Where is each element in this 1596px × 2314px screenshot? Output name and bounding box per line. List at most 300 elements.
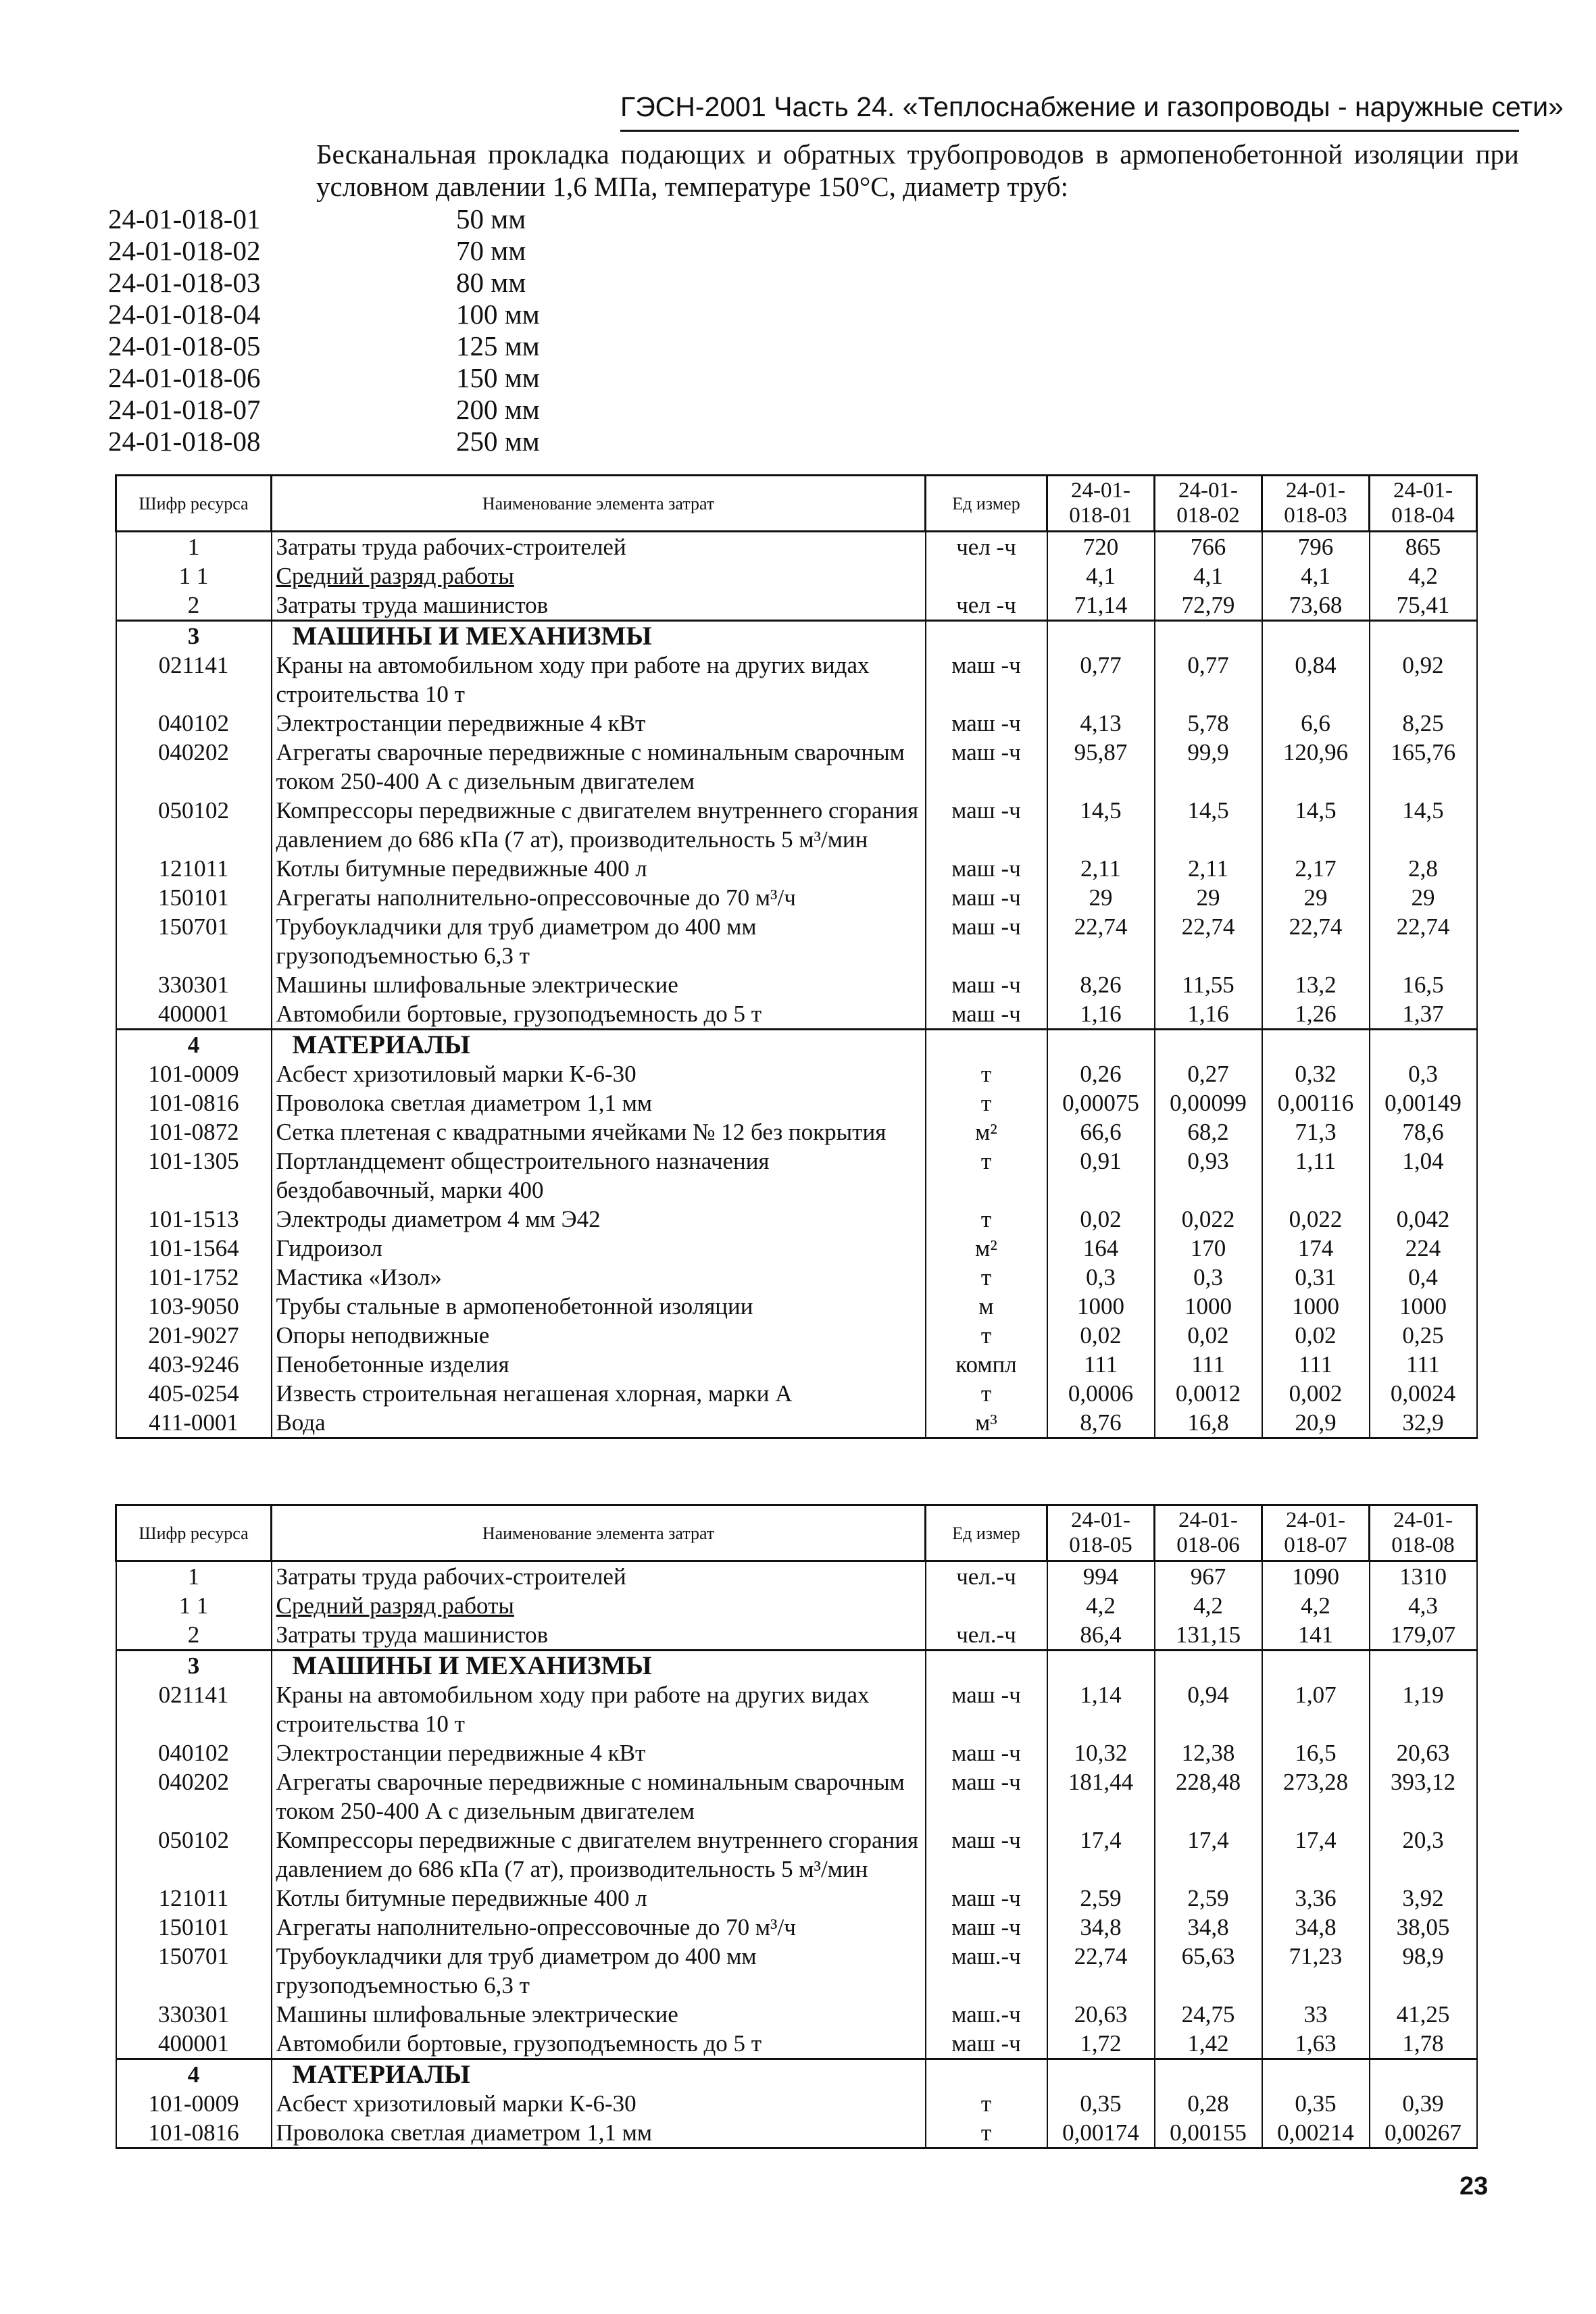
unit-of-measure: маш -ч: [926, 1884, 1047, 1913]
norm-value: 796: [1262, 532, 1370, 562]
running-header: ГЭСН-2001 Часть 24. «Теплоснабжение и газопроводы - наружные сети»: [620, 91, 1564, 122]
norm-value: 111: [1047, 1350, 1155, 1379]
norm-value: 71,14: [1047, 590, 1155, 621]
resource-code: 040202: [116, 1767, 272, 1826]
norm-value: 17,4: [1047, 1826, 1155, 1884]
header-norm-column: 24-01-018-06: [1155, 1505, 1262, 1561]
cost-element-name: Компрессоры передвижные с двигателем внутреннего сгорания давлением до 686 кПа (7 ат), производительность 5 м³/мин: [272, 796, 926, 854]
norm-code: 24-01-018-05: [108, 330, 261, 361]
table-row: [116, 532, 1477, 562]
unit-of-measure: маш.-ч: [926, 2000, 1047, 2029]
norm-value: 224: [1370, 1234, 1477, 1263]
cost-element-name: Мастика «Изол»: [272, 1263, 926, 1292]
unit-of-measure: [926, 1651, 1047, 1681]
norm-value: 72,79: [1155, 590, 1262, 621]
norm-value: 0,4: [1370, 1263, 1477, 1292]
norm-value: 17,4: [1262, 1826, 1370, 1884]
resource-code: 150701: [116, 912, 272, 970]
unit-of-measure: маш -ч: [926, 883, 1047, 912]
pipe-diameter: 100 мм: [456, 299, 540, 330]
unit-of-measure: т: [926, 1263, 1047, 1292]
cost-element-name: Вода: [272, 1408, 926, 1438]
norm-value: 12,38: [1155, 1738, 1262, 1767]
resource-code: 400001: [116, 999, 272, 1030]
norm-value: 1,16: [1155, 999, 1262, 1030]
resource-code: 101-1305: [116, 1147, 272, 1205]
norm-value: 0,35: [1047, 2089, 1155, 2118]
cost-element-name: Затраты труда рабочих-строителей: [272, 532, 926, 562]
norm-table-1-body: [116, 532, 1477, 1438]
unit-of-measure: м: [926, 1292, 1047, 1321]
norm-value: [1047, 1030, 1155, 1060]
header-resource-code: Шифр ресурса: [116, 1505, 272, 1561]
cost-element-name: Портландцемент общестроительного назначения бездобавочный, марки 400: [272, 1147, 926, 1205]
pipe-diameter: 150 мм: [456, 362, 540, 393]
resource-code: 101-0009: [116, 2089, 272, 2118]
norm-value: [1262, 1651, 1370, 1681]
norm-value: 4,2: [1370, 561, 1477, 590]
norm-value: [1155, 1030, 1262, 1060]
norm-value: 0,26: [1047, 1059, 1155, 1088]
resource-code: 330301: [116, 970, 272, 999]
norm-value: [1370, 1651, 1477, 1681]
table-row: [116, 1561, 1477, 1592]
norm-code: 24-01-018-02: [108, 235, 261, 266]
unit-of-measure: [926, 1591, 1047, 1620]
norm-value: 0,92: [1370, 651, 1477, 709]
norm-value: 0,00099: [1155, 1088, 1262, 1117]
unit-of-measure: т: [926, 1147, 1047, 1205]
table-row: [116, 621, 1477, 651]
cost-element-name: Трубы стальные в армопенобетонной изоляции: [272, 1292, 926, 1321]
norm-value: 0,27: [1155, 1059, 1262, 1088]
norm-value: 0,00116: [1262, 1088, 1370, 1117]
cost-element-name: Электроды диаметром 4 мм Э42: [272, 1205, 926, 1234]
norm-value: 65,63: [1155, 1942, 1262, 2000]
norm-value: 1090: [1262, 1561, 1370, 1592]
norm-value: 0,00155: [1155, 2118, 1262, 2148]
table-row: [116, 1913, 1477, 1942]
norm-value: 6,6: [1262, 709, 1370, 738]
norm-value: 1,04: [1370, 1147, 1477, 1205]
unit-of-measure: маш -ч: [926, 854, 1047, 883]
norm-value: 29: [1262, 883, 1370, 912]
norm-value: 8,76: [1047, 1408, 1155, 1438]
norm-value: 0,0024: [1370, 1379, 1477, 1408]
norm-value: 34,8: [1155, 1913, 1262, 1942]
table-row: [116, 590, 1477, 621]
cost-element-name: Машины шлифовальные электрические: [272, 2000, 926, 2029]
norm-value: 20,3: [1370, 1826, 1477, 1884]
norm-value: 1,42: [1155, 2029, 1262, 2059]
unit-of-measure: чел -ч: [926, 590, 1047, 621]
norm-value: 0,02: [1262, 1321, 1370, 1350]
norm-value: 1000: [1047, 1292, 1155, 1321]
norm-value: 0,77: [1155, 651, 1262, 709]
norm-value: 2,17: [1262, 854, 1370, 883]
norm-value: 0,00075: [1047, 1088, 1155, 1117]
unit-of-measure: маш -ч: [926, 796, 1047, 854]
table-row: [116, 1117, 1477, 1147]
resource-code: 050102: [116, 1826, 272, 1884]
norm-value: 0,77: [1047, 651, 1155, 709]
unit-of-measure: маш -ч: [926, 1767, 1047, 1826]
norm-value: 32,9: [1370, 1408, 1477, 1438]
unit-of-measure: [926, 1030, 1047, 1060]
unit-of-measure: [926, 561, 1047, 590]
table-row: [116, 912, 1477, 970]
norm-value: 4,2: [1047, 1591, 1155, 1620]
cost-element-name: Затраты труда машинистов: [272, 1620, 926, 1651]
norm-value: 131,15: [1155, 1620, 1262, 1651]
norm-value: 170: [1155, 1234, 1262, 1263]
norm-value: 2,11: [1155, 854, 1262, 883]
norm-value: [1047, 2059, 1155, 2090]
norm-value: 22,74: [1155, 912, 1262, 970]
norm-value: 8,25: [1370, 709, 1477, 738]
norm-value: 164: [1047, 1234, 1155, 1263]
resource-code: 103-9050: [116, 1292, 272, 1321]
norm-value: 1,26: [1262, 999, 1370, 1030]
norm-value: 1,37: [1370, 999, 1477, 1030]
header-norm-column: 24-01-018-08: [1370, 1505, 1477, 1561]
resource-code: 330301: [116, 2000, 272, 2029]
norm-value: 2,59: [1047, 1884, 1155, 1913]
table-row: [116, 2000, 1477, 2029]
norm-table-2: [115, 1504, 1478, 2149]
norm-value: 228,48: [1155, 1767, 1262, 1826]
norm-value: 4,2: [1262, 1591, 1370, 1620]
table-row: [116, 1408, 1477, 1438]
resource-code: 021141: [116, 651, 272, 709]
cost-element-name: Краны на автомобильном ходу при работе на других видах строительства 10 т: [272, 651, 926, 709]
norm-value: 1,16: [1047, 999, 1155, 1030]
resource-code: 150701: [116, 1942, 272, 2000]
norm-value: 766: [1155, 532, 1262, 562]
table-row: [116, 1059, 1477, 1088]
cost-element-name: МАШИНЫ И МЕХАНИЗМЫ: [272, 1651, 926, 1681]
unit-of-measure: маш -ч: [926, 738, 1047, 796]
norm-value: 1,07: [1262, 1680, 1370, 1738]
norm-value: 14,5: [1155, 796, 1262, 854]
norm-value: 0,022: [1155, 1205, 1262, 1234]
norm-value: 24,75: [1155, 2000, 1262, 2029]
norm-value: 38,05: [1370, 1913, 1477, 1942]
resource-code: 1 1: [116, 1591, 272, 1620]
cost-element-name: Пенобетонные изделия: [272, 1350, 926, 1379]
norm-value: [1370, 2059, 1477, 2090]
norm-value: 29: [1155, 883, 1262, 912]
norm-value: 75,41: [1370, 590, 1477, 621]
norm-value: 0,00174: [1047, 2118, 1155, 2148]
cost-element-name: Котлы битумные передвижные 400 л: [272, 854, 926, 883]
norm-value: 111: [1262, 1350, 1370, 1379]
resource-code: 101-0816: [116, 2118, 272, 2148]
norm-value: 20,9: [1262, 1408, 1370, 1438]
norm-value: 4,3: [1370, 1591, 1477, 1620]
unit-of-measure: чел -ч: [926, 532, 1047, 562]
table-row: [116, 1738, 1477, 1767]
norm-value: 0,28: [1155, 2089, 1262, 2118]
header-resource-code: Шифр ресурса: [116, 476, 272, 532]
resource-code: 405-0254: [116, 1379, 272, 1408]
unit-of-measure: маш -ч: [926, 999, 1047, 1030]
table-row: [116, 1321, 1477, 1350]
header-norm-column: 24-01-018-01: [1047, 476, 1155, 532]
table-row: [116, 1292, 1477, 1321]
pipe-diameter: 70 мм: [456, 235, 526, 266]
header-unit: Ед измер: [926, 1505, 1047, 1561]
norm-value: 179,07: [1370, 1620, 1477, 1651]
norm-value: 78,6: [1370, 1117, 1477, 1147]
resource-code: 101-1752: [116, 1263, 272, 1292]
norm-value: 967: [1155, 1561, 1262, 1592]
norm-value: 22,74: [1262, 912, 1370, 970]
cost-element-name: Котлы битумные передвижные 400 л: [272, 1884, 926, 1913]
norm-value: 0,00149: [1370, 1088, 1477, 1117]
norm-value: [1155, 1651, 1262, 1681]
norm-value: 994: [1047, 1561, 1155, 1592]
resource-code: 400001: [116, 2029, 272, 2059]
norm-value: [1047, 1651, 1155, 1681]
norm-value: 1,72: [1047, 2029, 1155, 2059]
cost-element-name: Электростанции передвижные 4 кВт: [272, 1738, 926, 1767]
table-row: [116, 1147, 1477, 1205]
cost-element-name: Средний разряд работы: [272, 561, 926, 590]
cost-element-name: Агрегаты сварочные передвижные с номинальным сварочным током 250-400 А с дизельным двигателем: [272, 738, 926, 796]
norm-value: 181,44: [1047, 1767, 1155, 1826]
resource-code: 121011: [116, 1884, 272, 1913]
header-norm-column: 24-01-018-05: [1047, 1505, 1155, 1561]
norm-value: 0,022: [1262, 1205, 1370, 1234]
norm-value: 86,4: [1047, 1620, 1155, 1651]
norm-value: 4,2: [1155, 1591, 1262, 1620]
norm-code-item: [108, 299, 703, 330]
norm-value: 1,78: [1370, 2029, 1477, 2059]
norm-value: 0,00214: [1262, 2118, 1370, 2148]
cost-element-name: Затраты труда рабочих-строителей: [272, 1561, 926, 1592]
norm-value: 1000: [1262, 1292, 1370, 1321]
cost-element-name: Трубоукладчики для труб диаметром до 400 мм грузоподъемностью 6,3 т: [272, 912, 926, 970]
unit-of-measure: м²: [926, 1234, 1047, 1263]
cost-element-name: Асбест хризотиловый марки К-6-30: [272, 2089, 926, 2118]
norm-value: 66,6: [1047, 1117, 1155, 1147]
norm-value: 0,25: [1370, 1321, 1477, 1350]
table-row: [116, 1767, 1477, 1826]
table-row: [116, 561, 1477, 590]
unit-of-measure: [926, 2059, 1047, 2090]
header-rule: [620, 130, 1519, 132]
resource-code: 040202: [116, 738, 272, 796]
cost-element-name: Компрессоры передвижные с двигателем внутреннего сгорания давлением до 686 кПа (7 ат), производительность 5 м³/мин: [272, 1826, 926, 1884]
norm-value: 0,0012: [1155, 1379, 1262, 1408]
norm-value: 20,63: [1047, 2000, 1155, 2029]
header-norm-column: 24-01-018-04: [1370, 476, 1477, 532]
resource-code: 411-0001: [116, 1408, 272, 1438]
norm-code: 24-01-018-06: [108, 362, 261, 393]
resource-code: 101-0009: [116, 1059, 272, 1088]
norm-code: 24-01-018-08: [108, 426, 261, 457]
norm-value: 0,84: [1262, 651, 1370, 709]
resource-code: 201-9027: [116, 1321, 272, 1350]
unit-of-measure: т: [926, 1088, 1047, 1117]
norm-value: 16,5: [1262, 1738, 1370, 1767]
norm-value: 34,8: [1047, 1913, 1155, 1942]
table-row: [116, 999, 1477, 1030]
norm-value: [1370, 621, 1477, 651]
resource-code: 403-9246: [116, 1350, 272, 1379]
header-cost-element: Наименование элемента затрат: [272, 1505, 926, 1561]
norm-value: 273,28: [1262, 1767, 1370, 1826]
norm-value: 5,78: [1155, 709, 1262, 738]
cost-element-name: Агрегаты сварочные передвижные с номинальным сварочным током 250-400 А с дизельным двигателем: [272, 1767, 926, 1826]
cost-element-name: Трубоукладчики для труб диаметром до 400 мм грузоподъемностью 6,3 т: [272, 1942, 926, 2000]
norm-value: [1262, 621, 1370, 651]
resource-code: 050102: [116, 796, 272, 854]
norm-value: 0,002: [1262, 1379, 1370, 1408]
cost-element-name: Затраты труда машинистов: [272, 590, 926, 621]
unit-of-measure: т: [926, 2118, 1047, 2148]
unit-of-measure: компл: [926, 1350, 1047, 1379]
cost-element-name: Сетка плетеная с квадратными ячейками № 12 без покрытия: [272, 1117, 926, 1147]
norm-value: 0,02: [1047, 1205, 1155, 1234]
resource-code: 3: [116, 621, 272, 651]
norm-value: 22,74: [1047, 912, 1155, 970]
table-row: [116, 2029, 1477, 2059]
norm-value: 111: [1370, 1350, 1477, 1379]
resource-code: 1: [116, 1561, 272, 1592]
resource-code: 2: [116, 1620, 272, 1651]
norm-value: 73,68: [1262, 590, 1370, 621]
norm-value: [1155, 2059, 1262, 2090]
table-row: [116, 738, 1477, 796]
norm-value: 41,25: [1370, 2000, 1477, 2029]
unit-of-measure: маш -ч: [926, 2029, 1047, 2059]
norm-value: 174: [1262, 1234, 1370, 1263]
norm-code-item: [108, 267, 703, 299]
unit-of-measure: м³: [926, 1408, 1047, 1438]
norm-value: 68,2: [1155, 1117, 1262, 1147]
resource-code: 150101: [116, 883, 272, 912]
norm-value: 10,32: [1047, 1738, 1155, 1767]
norm-value: 4,13: [1047, 709, 1155, 738]
unit-of-measure: т: [926, 1205, 1047, 1234]
norm-value: 0,02: [1155, 1321, 1262, 1350]
norm-value: [1155, 621, 1262, 651]
norm-value: 2,8: [1370, 854, 1477, 883]
norm-value: 71,3: [1262, 1117, 1370, 1147]
cost-element-name: Средний разряд работы: [272, 1591, 926, 1620]
unit-of-measure: т: [926, 1059, 1047, 1088]
norm-value: 0,3: [1370, 1059, 1477, 1088]
pipe-diameter: 200 мм: [456, 394, 540, 425]
header-cost-element: Наименование элемента затрат: [272, 476, 926, 532]
norm-value: 1,14: [1047, 1680, 1155, 1738]
norm-value: 1,63: [1262, 2029, 1370, 2059]
cost-element-name: Известь строительная негашеная хлорная, марки А: [272, 1379, 926, 1408]
norm-value: 2,59: [1155, 1884, 1262, 1913]
norm-code-item: [108, 203, 703, 235]
norm-value: 0,39: [1370, 2089, 1477, 2118]
norm-value: 4,1: [1047, 561, 1155, 590]
norm-table-2-body: [116, 1561, 1477, 2148]
unit-of-measure: маш -ч: [926, 1913, 1047, 1942]
norm-value: 141: [1262, 1620, 1370, 1651]
unit-of-measure: маш -ч: [926, 912, 1047, 970]
table-row: [116, 2089, 1477, 2118]
unit-of-measure: маш -ч: [926, 651, 1047, 709]
pipe-diameter: 80 мм: [456, 267, 526, 298]
cost-element-name: Агрегаты наполнительно-опрессовочные до 70 м³/ч: [272, 1913, 926, 1942]
table-row: [116, 1651, 1477, 1681]
norm-value: 0,35: [1262, 2089, 1370, 2118]
unit-of-measure: маш -ч: [926, 709, 1047, 738]
norm-value: 393,12: [1370, 1767, 1477, 1826]
norm-value: 1000: [1155, 1292, 1262, 1321]
norm-value: 2,11: [1047, 854, 1155, 883]
resource-code: 150101: [116, 1913, 272, 1942]
header-norm-column: 24-01-018-03: [1262, 476, 1370, 532]
resource-code: 4: [116, 1030, 272, 1060]
unit-of-measure: маш.-ч: [926, 1942, 1047, 2000]
norm-value: 3,92: [1370, 1884, 1477, 1913]
resource-code: 4: [116, 2059, 272, 2090]
norm-value: 95,87: [1047, 738, 1155, 796]
norm-value: 0,02: [1047, 1321, 1155, 1350]
norm-value: 0,3: [1155, 1263, 1262, 1292]
cost-element-name: МАТЕРИАЛЫ: [272, 1030, 926, 1060]
resource-code: 1: [116, 532, 272, 562]
norm-value: 16,5: [1370, 970, 1477, 999]
unit-of-measure: чел.-ч: [926, 1620, 1047, 1651]
cost-element-name: Автомобили бортовые, грузоподъемность до 5 т: [272, 999, 926, 1030]
cost-element-name: Проволока светлая диаметром 1,1 мм: [272, 2118, 926, 2148]
header-unit: Ед измер: [926, 476, 1047, 532]
table-row: [116, 1030, 1477, 1060]
norm-value: 4,1: [1262, 561, 1370, 590]
norm-value: 0,31: [1262, 1263, 1370, 1292]
resource-code: 040102: [116, 709, 272, 738]
resource-code: 101-1513: [116, 1205, 272, 1234]
norm-value: 14,5: [1370, 796, 1477, 854]
unit-of-measure: маш -ч: [926, 970, 1047, 999]
norm-value: 0,32: [1262, 1059, 1370, 1088]
norm-value: 29: [1047, 883, 1155, 912]
norm-value: [1262, 2059, 1370, 2090]
table-row: [116, 651, 1477, 709]
norm-value: 0,91: [1047, 1147, 1155, 1205]
norm-value: 111: [1155, 1350, 1262, 1379]
norm-value: 1000: [1370, 1292, 1477, 1321]
norm-value: 0,00267: [1370, 2118, 1477, 2148]
table-row: [116, 1379, 1477, 1408]
table-row: [116, 1826, 1477, 1884]
norm-code-item: [108, 426, 703, 457]
norm-code-list: [108, 203, 703, 457]
resource-code: 101-1564: [116, 1234, 272, 1263]
cost-element-name: Машины шлифовальные электрические: [272, 970, 926, 999]
norm-value: 98,9: [1370, 1942, 1477, 2000]
resource-code: 101-0816: [116, 1088, 272, 1117]
norm-value: 4,1: [1155, 561, 1262, 590]
cost-element-name: Электростанции передвижные 4 кВт: [272, 709, 926, 738]
table-row: [116, 883, 1477, 912]
table-row: [116, 854, 1477, 883]
resource-code: 3: [116, 1651, 272, 1681]
norm-value: 0,0006: [1047, 1379, 1155, 1408]
norm-value: 865: [1370, 532, 1477, 562]
norm-table-1: [115, 474, 1478, 1439]
